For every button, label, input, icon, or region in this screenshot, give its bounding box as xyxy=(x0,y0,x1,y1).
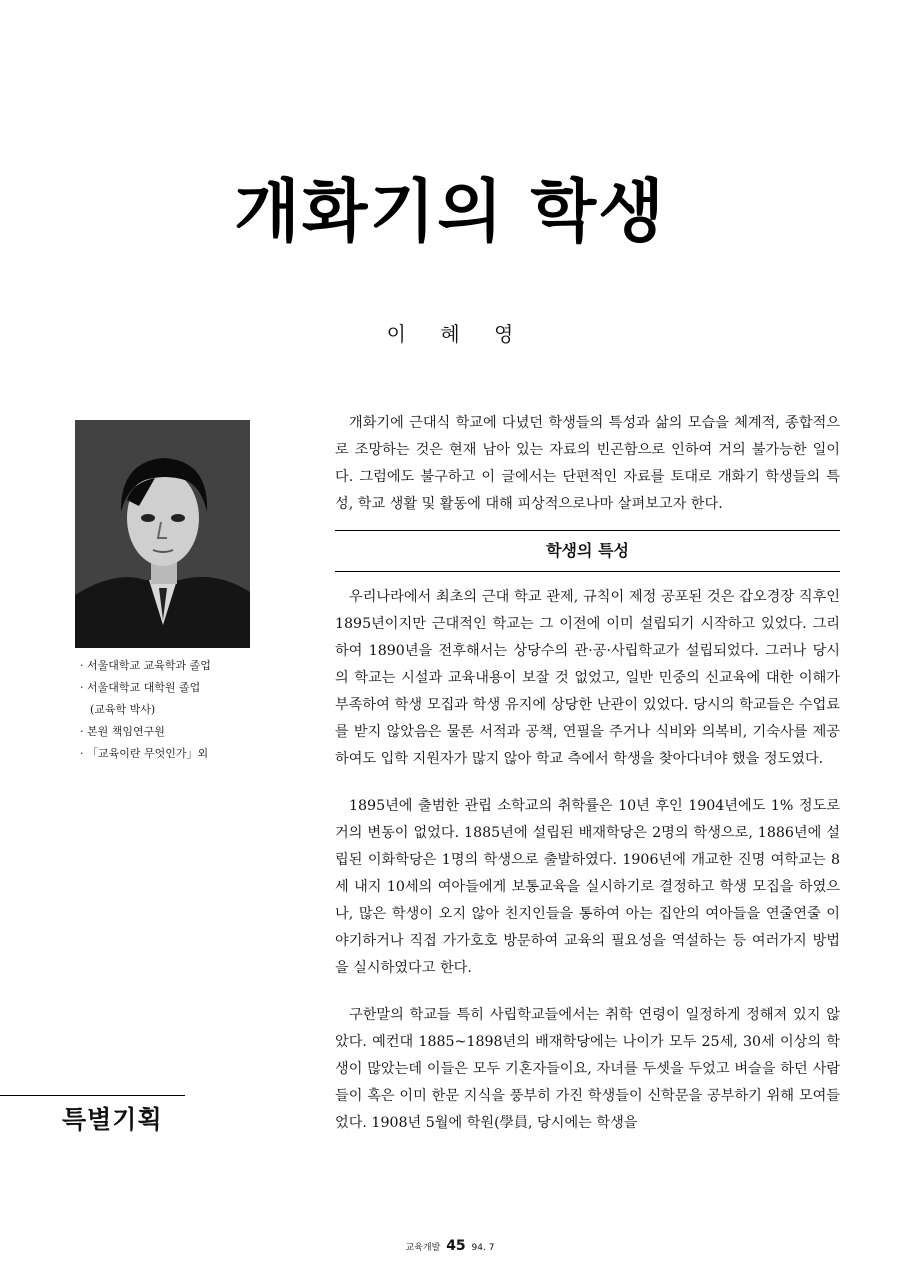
section-rule-bottom xyxy=(335,571,840,572)
article-body xyxy=(335,410,840,1137)
feature-label: 특별기획 xyxy=(62,1105,163,1134)
intro-paragraph: 개화기에 근대식 학교에 다녔던 학생들의 특성과 삶의 모습을 체계적, 종합적으로 조망하는 것은 현재 남아 있는 자료의 빈곤함으로 인하여 거의 불가능한 일이다. 그럼에도 불구하고 이 글에서는 단편적인 자료를 토대로 개화기 학생들의 특성, 학교 생활 및 활동에 대해 피상적으로나마 살펴보고자 한다. xyxy=(335,415,840,512)
article-title: 개화기의 학생 xyxy=(234,173,666,252)
article-author: 이 혜 영 xyxy=(386,322,528,346)
page-number: 45 xyxy=(446,1238,466,1254)
feature-divider xyxy=(0,1095,185,1096)
body-paragraph: 1895년에 출범한 관립 소학교의 취학률은 10년 후인 1904년에도 1% 정도로 거의 변동이 없었다. 1885년에 설립된 배재학당은 2명의 학생으로, 1886년에 설립된 이화학당은 1명의 학생으로 출발하였다. 1906년에 개교한 진명 여학교는 8세 내지 10세의 여아들에게 보통교육을 실시하기로 결정하고 학생 모집을 하였으나, 많은 학생이 오지 않아 친지인들을 통하여 아는 집안의 여아들을 연줄연줄 이야기하거나 직접 가가호호 방문하여 교육의 필요성을 역설하는 등 여러가지 방법을 실시하였다고 한다. xyxy=(335,798,840,976)
author-bio xyxy=(80,655,280,765)
bio-item: · 서울대학교 대학원 졸업 xyxy=(80,681,201,694)
body-paragraph: 구한말의 학교들 특히 사립학교들에서는 취학 연령이 일정하게 정해져 있지 않았다. 예컨대 1885~1898년의 배재학당에는 나이가 모두 25세, 30세 이상의 학생이 많았는데 이들은 모두 기혼자들이요, 자녀를 두셋을 두었고 벼슬을 하던 사람들이 혹은 이미 한문 지식을 풍부히 가진 학생들이 신학문을 공부하기 위해 모여들었다. 1908년 5월에 학원(學員, 당시에는 학생을 xyxy=(335,1007,840,1131)
bio-item: (교육학 박사) xyxy=(90,703,156,716)
bio-item: · 서울대학교 교육학과 졸업 xyxy=(80,659,211,672)
page-footer xyxy=(0,1238,900,1254)
section-title: 학생의 특성 xyxy=(546,541,629,560)
bio-item: · 「교육이란 무엇인가」외 xyxy=(80,747,209,760)
bio-item: · 본원 책임연구원 xyxy=(80,725,165,738)
author-photo xyxy=(75,420,250,648)
body-paragraph: 우리나라에서 최초의 근대 학교 관제, 규칙이 제정 공포된 것은 갑오경장 직후인 1895년이지만 근대적인 학교는 그 이전에 이미 설립되기 시작하고 있었다. 그리하여 1890년을 전후해서는 상당수의 관·공·사립학교가 설립되었다. 그러나 당시의 학교는 시설과 교육내용이 보잘 것 없었고, 일반 민중의 신교육에 대한 이해가 부족하여 학생 모집과 학생 유지에 상당한 난관이 있었다. 당시의 학교들은 수업료를 받지 않았음은 물론 서적과 공책, 연필을 주거나 식비와 의복비, 기숙사를 제공하여도 입학 지원자가 많지 않아 학교 측에서 학생을 찾아다녀야 했을 정도였다. xyxy=(335,589,840,767)
footer-magazine: 교육개발 xyxy=(405,1243,441,1253)
footer-issue: 94. 7 xyxy=(471,1243,495,1253)
